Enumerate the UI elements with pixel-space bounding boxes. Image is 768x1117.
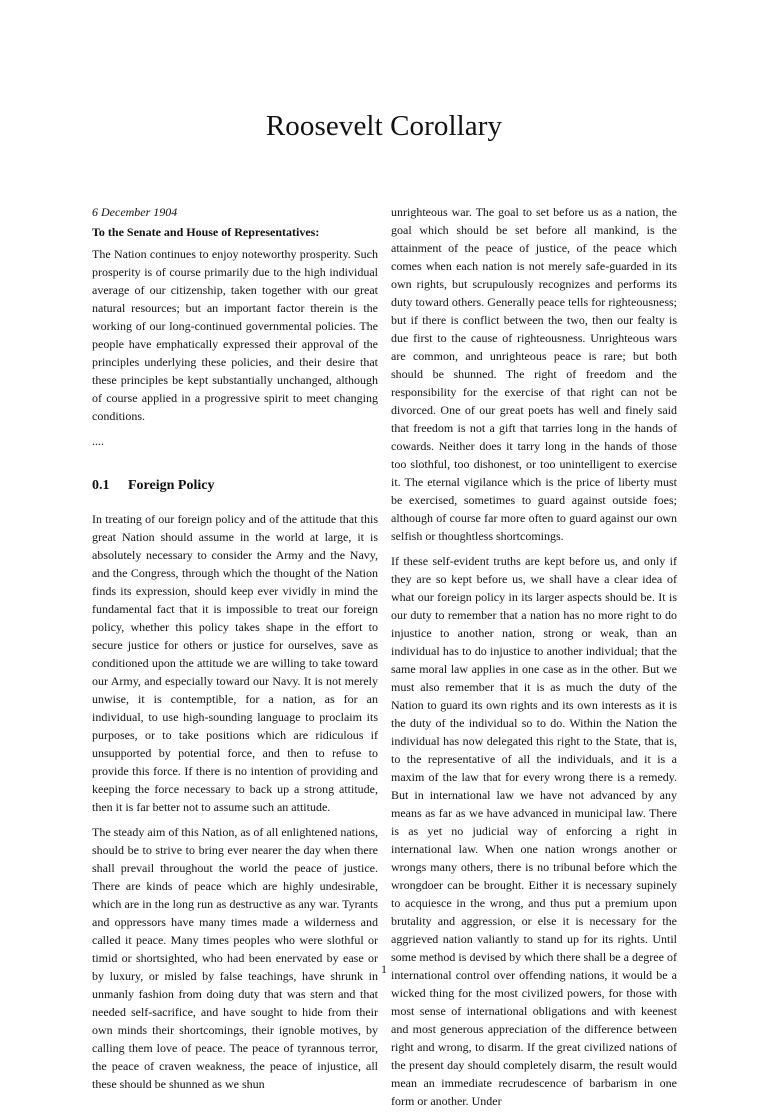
body-paragraph: unrighteous war. The goal to set before us as a nation, the goal which should be set before all mankind, is the attainment of the peace of justice, of the peace which comes when each nation is not merely safe-guarded in its own rights, but scrupulously recognizes and performs its duty toward others. Generally peace tells for righteousness; but if there is conflict between the two, then our fealty is due first to the cause of righteousness. Unrighteous wars are common, and unrighteous peace is rare; but both should be shunned. The right of freedom and the responsibility for the exercise of that right can not be divorced. One of our great poets has well and finely said that freedom is not a gift that tarries long in the hands of cowards. Neither does it tarry long in the hands of those too slothful, too dishonest, or too unintelligent to exercise it. The eternal vigilance which is the price of liberty must be exercised, sometimes to guard against outside foes; although of course far more often to guard against our own selfish or thoughtless shortcomings.	[391, 205, 677, 543]
body-paragraph: The steady aim of this Nation, as of all enlightened nations, should be to strive to bring ever nearer the day when there shall prevail throughout the world the peace of justice. There are kinds of peace which are highly undesirable, which are in the long run as destructive as any war. Tyrants and oppressors have many times made a wilderness and called it peace. Many times peoples who were slothful or timid or shortsighted, who had been enervated by ease or by luxury, or misled by false teachings, have shrunk in unmanly fashion from doing duty that was stern and that needed self-sacrifice, and have sought to hide from their own minds their shortcomings, their ignoble motives, by calling them love of peace. The peace of tyrannous terror, the peace of craven weakness, the peace of injustice, all these should be shunned as we shun	[92, 825, 378, 1091]
section-number: 0.1	[92, 478, 110, 493]
document-date: 6 December 1904	[92, 205, 178, 219]
body-paragraph: In treating of our foreign policy and of the attitude that this great Nation should assume in the world at large, it is absolutely necessary to consider the Army and the Navy, and the Congress, through which the thought of the Nation finds its expression, should keep ever vividly in mind the fundamental fact that it is impossible to treat our foreign policy, whether this policy takes shape in the effort to secure justice for others or justice for ourselves, save as conditioned upon the attitude we are willing to take toward our Army, and especially toward our Navy. It is not merely unwise, it is contemptible, for a nation, as for an individual, to use high-sounding language to proclaim its purposes, or to take positions which are ridiculous if unsupported by potential force, and then to refuse to provide this force. If there is no intention of providing and keeping the force necessary to back up a strong attitude, then it is far better not to assume such an attitude.	[92, 512, 378, 814]
page-number: 1	[381, 962, 387, 976]
page-title: Roosevelt Corollary	[265, 110, 503, 142]
section-heading	[92, 477, 378, 495]
salutation: To the Senate and House of Representatives:	[92, 225, 320, 239]
section-title: Foreign Policy	[128, 478, 215, 493]
ellipsis: ....	[92, 434, 104, 448]
body-paragraph: If these self-evident truths are kept before us, and only if they are so kept before us, we shall have a clear idea of what our foreign policy in its larger aspects should be. It is our duty to remember that a nation has no more right to do injustice to another nation, strong or weak, than an individual has to do injustice to another individual; that the same moral law applies in one case as in the other. But we must also remember that it is as much the duty of the Nation to guard its own rights and its own interests as it is the duty of the individual so to do. Within the Nation the individual has now delegated this right to the State, that is, to the representative of all the individuals, and it is a maxim of the law that for every wrong there is a remedy. But in international law we have not advanced by any means as far as we have advanced in municipal law. There is as yet no judicial way of enforcing a right in international law. When one nation wrongs another or wrongs many others, there is no tribunal before which the wrongdoer can be brought. Either it is necessary supinely to acquiesce in the wrong, and thus put a premium upon brutality and aggression, or else it is necessary for the aggrieved nation valiantly to stand up for its rights. Until some method is devised by which there shall be a degree of international control over offending nations, it would be a wicked thing for the most civilized powers, for those with most sense of international obligations and with keenest and most generous appreciation of the difference between right and wrong, to disarm. If the great civilized nations of the present day should completely disarm, the result would mean an immediate recrudescence of barbarism in one form or another. Under	[391, 554, 677, 1108]
right-column	[391, 203, 677, 1117]
intro-paragraph: The Nation continues to enjoy noteworthy prosperity. Such prosperity is of course primarily due to the high individual average of our citizenship, taken together with our great natural resources; but an important factor therein is the working of our long-continued governmental policies. The people have emphatically expressed their approval of the principles underlying these policies, and their desire that these principles be kept substantially unchanged, although of course applied in a progressive spirit to meet changing conditions.	[92, 247, 378, 423]
